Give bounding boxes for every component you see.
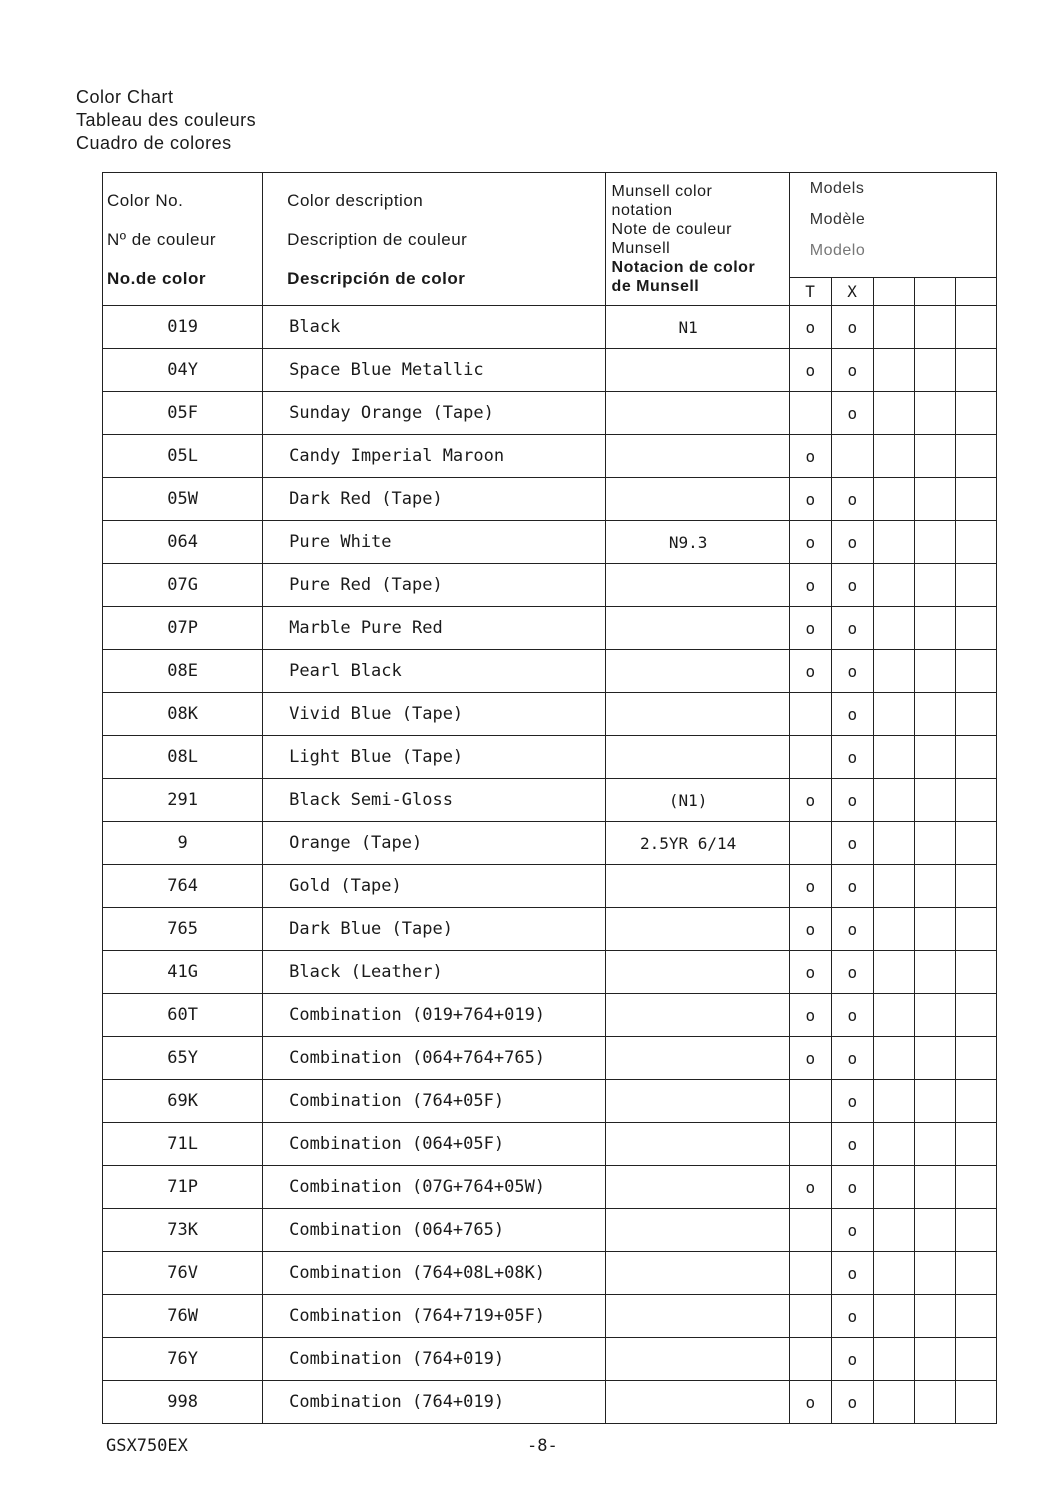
model-empty-cell — [873, 693, 914, 736]
munsell-notation: N9.3 — [605, 521, 789, 564]
model-x-mark: o — [831, 1166, 873, 1209]
model-empty-cell — [955, 779, 996, 822]
model-x-mark: o — [831, 650, 873, 693]
model-empty-cell — [955, 650, 996, 693]
table-row — [103, 1209, 997, 1252]
model-empty-cell — [914, 650, 955, 693]
model-t-mark — [789, 1252, 831, 1295]
model-empty-cell — [873, 994, 914, 1037]
model-empty-cell — [914, 1166, 955, 1209]
color-chart-table — [102, 172, 997, 1424]
model-x-mark: o — [831, 908, 873, 951]
color-number: 65Y — [103, 1037, 263, 1080]
model-x-mark: o — [831, 822, 873, 865]
model-empty-cell — [873, 1166, 914, 1209]
munsell-notation — [605, 1080, 789, 1123]
color-number: 71L — [103, 1123, 263, 1166]
model-empty-cell — [914, 1123, 955, 1166]
color-description: Combination (064+05F) — [263, 1123, 605, 1166]
header-row — [103, 173, 997, 278]
model-empty-cell — [955, 1123, 996, 1166]
model-empty-cell — [873, 1037, 914, 1080]
header-models: Models Modèle Modelo — [789, 173, 996, 278]
table-row — [103, 1381, 997, 1424]
color-description: Combination (07G+764+05W) — [263, 1166, 605, 1209]
color-description: Black — [263, 306, 605, 349]
model-x-mark: o — [831, 1080, 873, 1123]
model-empty-cell — [873, 1209, 914, 1252]
model-empty-cell — [955, 822, 996, 865]
table-row — [103, 779, 997, 822]
color-description: Sunday Orange (Tape) — [263, 392, 605, 435]
model-empty-cell — [873, 1338, 914, 1381]
model-x-mark: o — [831, 994, 873, 1037]
model-empty-cell — [914, 564, 955, 607]
table-row — [103, 478, 997, 521]
title-english: Color Chart — [76, 87, 174, 107]
munsell-notation — [605, 908, 789, 951]
color-description: Combination (764+08L+08K) — [263, 1252, 605, 1295]
color-number: 08K — [103, 693, 263, 736]
model-empty-cell — [955, 736, 996, 779]
model-empty-cell — [873, 865, 914, 908]
model-t-mark: o — [789, 908, 831, 951]
model-empty-cell — [873, 349, 914, 392]
title-spanish: Cuadro de colores — [76, 133, 232, 153]
color-description: Pure White — [263, 521, 605, 564]
model-empty-cell — [955, 1080, 996, 1123]
table-row — [103, 306, 997, 349]
model-x-mark: o — [831, 521, 873, 564]
color-description: Combination (064+765) — [263, 1209, 605, 1252]
munsell-notation — [605, 1037, 789, 1080]
munsell-notation — [605, 1295, 789, 1338]
color-description: Vivid Blue (Tape) — [263, 693, 605, 736]
munsell-notation — [605, 994, 789, 1037]
model-x-mark: o — [831, 1037, 873, 1080]
table-row — [103, 822, 997, 865]
color-description: Black (Leather) — [263, 951, 605, 994]
model-empty-cell — [955, 349, 996, 392]
munsell-notation: (N1) — [605, 779, 789, 822]
model-t-mark: o — [789, 865, 831, 908]
model-x-mark: o — [831, 693, 873, 736]
model-x-mark: o — [831, 736, 873, 779]
color-number: 69K — [103, 1080, 263, 1123]
model-empty-cell — [873, 435, 914, 478]
model-code-x: X — [831, 278, 873, 306]
color-rows — [103, 306, 997, 1424]
table-row — [103, 521, 997, 564]
model-empty-cell — [873, 1381, 914, 1424]
table-row — [103, 1166, 997, 1209]
model-empty-cell — [873, 1252, 914, 1295]
model-empty-cell — [914, 951, 955, 994]
table-row — [103, 693, 997, 736]
color-description: Black Semi-Gloss — [263, 779, 605, 822]
model-empty-cell — [914, 1381, 955, 1424]
color-number: 07P — [103, 607, 263, 650]
model-empty-cell — [955, 1295, 996, 1338]
table-row — [103, 1338, 997, 1381]
model-empty-cell — [873, 564, 914, 607]
munsell-notation — [605, 1252, 789, 1295]
munsell-notation — [605, 1209, 789, 1252]
model-empty-cell — [914, 521, 955, 564]
color-number: 08L — [103, 736, 263, 779]
munsell-notation — [605, 349, 789, 392]
model-empty-cell — [955, 1338, 996, 1381]
table-row — [103, 736, 997, 779]
model-empty-cell — [955, 521, 996, 564]
model-empty-cell — [914, 1209, 955, 1252]
model-t-mark: o — [789, 435, 831, 478]
model-x-mark: o — [831, 1381, 873, 1424]
model-empty-cell — [914, 1252, 955, 1295]
model-t-mark: o — [789, 607, 831, 650]
model-x-mark: o — [831, 1338, 873, 1381]
model-x-mark: o — [831, 1252, 873, 1295]
model-empty-cell — [914, 693, 955, 736]
model-empty-cell — [914, 822, 955, 865]
model-t-mark — [789, 736, 831, 779]
model-t-mark — [789, 822, 831, 865]
model-empty-cell — [914, 736, 955, 779]
model-x-mark: o — [831, 478, 873, 521]
color-number: 05L — [103, 435, 263, 478]
model-empty-cell — [873, 951, 914, 994]
munsell-notation — [605, 435, 789, 478]
model-t-mark: o — [789, 564, 831, 607]
title-french: Tableau des couleurs — [76, 110, 257, 130]
color-description: Light Blue (Tape) — [263, 736, 605, 779]
color-number: 764 — [103, 865, 263, 908]
footer-page-number: -8- — [527, 1436, 558, 1456]
model-empty-cell — [914, 435, 955, 478]
color-description: Combination (064+764+765) — [263, 1037, 605, 1080]
model-empty-cell — [873, 521, 914, 564]
model-empty-cell — [955, 1252, 996, 1295]
model-x-mark: o — [831, 951, 873, 994]
model-empty-cell — [873, 1080, 914, 1123]
munsell-notation — [605, 693, 789, 736]
color-number: 73K — [103, 1209, 263, 1252]
munsell-notation: 2.5YR 6/14 — [605, 822, 789, 865]
table-row — [103, 1252, 997, 1295]
model-empty-cell — [914, 392, 955, 435]
model-code-empty — [914, 278, 955, 306]
model-empty-cell — [955, 435, 996, 478]
model-empty-cell — [955, 564, 996, 607]
model-t-mark: o — [789, 779, 831, 822]
color-number: 76Y — [103, 1338, 263, 1381]
model-x-mark: o — [831, 1295, 873, 1338]
color-description: Combination (764+719+05F) — [263, 1295, 605, 1338]
model-t-mark — [789, 1080, 831, 1123]
model-t-mark — [789, 1295, 831, 1338]
munsell-notation — [605, 564, 789, 607]
color-number: 04Y — [103, 349, 263, 392]
color-number: 019 — [103, 306, 263, 349]
model-x-mark: o — [831, 306, 873, 349]
color-description: Combination (764+05F) — [263, 1080, 605, 1123]
model-empty-cell — [955, 693, 996, 736]
color-number: 08E — [103, 650, 263, 693]
munsell-notation — [605, 650, 789, 693]
model-empty-cell — [955, 392, 996, 435]
munsell-notation: N1 — [605, 306, 789, 349]
model-t-mark — [789, 1338, 831, 1381]
model-empty-cell — [914, 1080, 955, 1123]
model-empty-cell — [873, 478, 914, 521]
footer-model-name: GSX750EX — [106, 1436, 188, 1456]
model-empty-cell — [873, 306, 914, 349]
model-empty-cell — [914, 1037, 955, 1080]
model-empty-cell — [873, 392, 914, 435]
model-t-mark: o — [789, 1381, 831, 1424]
model-empty-cell — [873, 1295, 914, 1338]
model-t-mark: o — [789, 650, 831, 693]
model-empty-cell — [914, 349, 955, 392]
model-code-t: T — [789, 278, 831, 306]
table-row — [103, 951, 997, 994]
munsell-notation — [605, 392, 789, 435]
munsell-notation — [605, 478, 789, 521]
model-empty-cell — [955, 1037, 996, 1080]
table-row — [103, 994, 997, 1037]
model-x-mark: o — [831, 607, 873, 650]
model-x-mark — [831, 435, 873, 478]
model-empty-cell — [873, 736, 914, 779]
table-row — [103, 1037, 997, 1080]
model-t-mark: o — [789, 1037, 831, 1080]
table-row — [103, 1123, 997, 1166]
table-row — [103, 607, 997, 650]
model-empty-cell — [914, 607, 955, 650]
model-t-mark: o — [789, 349, 831, 392]
color-number: 60T — [103, 994, 263, 1037]
model-empty-cell — [873, 822, 914, 865]
model-empty-cell — [914, 1338, 955, 1381]
model-t-mark: o — [789, 306, 831, 349]
color-description: Orange (Tape) — [263, 822, 605, 865]
munsell-notation — [605, 951, 789, 994]
chart-titles — [76, 86, 256, 155]
model-t-mark — [789, 1209, 831, 1252]
header-munsell: Munsell color notation Note de couleur Munsell Notacion de color de Munsell — [605, 173, 789, 306]
color-number: 064 — [103, 521, 263, 564]
model-empty-cell — [955, 607, 996, 650]
model-empty-cell — [873, 1123, 914, 1166]
model-empty-cell — [955, 478, 996, 521]
model-t-mark: o — [789, 994, 831, 1037]
model-code-empty — [955, 278, 996, 306]
color-description: Candy Imperial Maroon — [263, 435, 605, 478]
table-row — [103, 908, 997, 951]
model-empty-cell — [914, 779, 955, 822]
model-t-mark: o — [789, 478, 831, 521]
model-t-mark: o — [789, 1166, 831, 1209]
color-number: 9 — [103, 822, 263, 865]
color-number: 71P — [103, 1166, 263, 1209]
model-empty-cell — [914, 306, 955, 349]
table-row — [103, 650, 997, 693]
model-x-mark: o — [831, 349, 873, 392]
model-code-empty — [873, 278, 914, 306]
model-empty-cell — [955, 1381, 996, 1424]
color-number: 05W — [103, 478, 263, 521]
color-description: Combination (764+019) — [263, 1381, 605, 1424]
model-empty-cell — [955, 306, 996, 349]
model-x-mark: o — [831, 564, 873, 607]
model-x-mark: o — [831, 1123, 873, 1166]
munsell-notation — [605, 1381, 789, 1424]
color-number: 76V — [103, 1252, 263, 1295]
color-number: 998 — [103, 1381, 263, 1424]
color-description: Dark Red (Tape) — [263, 478, 605, 521]
color-description: Space Blue Metallic — [263, 349, 605, 392]
color-description: Combination (764+019) — [263, 1338, 605, 1381]
model-empty-cell — [914, 908, 955, 951]
table-row — [103, 392, 997, 435]
model-empty-cell — [914, 478, 955, 521]
table-row — [103, 435, 997, 478]
munsell-notation — [605, 1166, 789, 1209]
munsell-notation — [605, 736, 789, 779]
munsell-notation — [605, 607, 789, 650]
color-number: 07G — [103, 564, 263, 607]
table-row — [103, 564, 997, 607]
model-x-mark: o — [831, 779, 873, 822]
color-number: 765 — [103, 908, 263, 951]
color-description: Combination (019+764+019) — [263, 994, 605, 1037]
model-empty-cell — [955, 1166, 996, 1209]
model-x-mark: o — [831, 392, 873, 435]
model-empty-cell — [914, 1295, 955, 1338]
color-description: Marble Pure Red — [263, 607, 605, 650]
model-empty-cell — [955, 908, 996, 951]
munsell-notation — [605, 865, 789, 908]
model-t-mark: o — [789, 521, 831, 564]
model-x-mark: o — [831, 865, 873, 908]
color-description: Gold (Tape) — [263, 865, 605, 908]
color-number: 291 — [103, 779, 263, 822]
model-empty-cell — [914, 994, 955, 1037]
color-number: 76W — [103, 1295, 263, 1338]
model-empty-cell — [955, 865, 996, 908]
table-row — [103, 349, 997, 392]
table-row — [103, 1080, 997, 1123]
model-empty-cell — [873, 779, 914, 822]
color-description: Pure Red (Tape) — [263, 564, 605, 607]
munsell-notation — [605, 1123, 789, 1166]
model-empty-cell — [955, 1209, 996, 1252]
color-description: Dark Blue (Tape) — [263, 908, 605, 951]
color-number: 41G — [103, 951, 263, 994]
model-empty-cell — [873, 607, 914, 650]
color-number: 05F — [103, 392, 263, 435]
model-empty-cell — [873, 908, 914, 951]
model-empty-cell — [955, 951, 996, 994]
model-t-mark — [789, 1123, 831, 1166]
table-row — [103, 865, 997, 908]
header-color-description: Color description Description de couleur Descripción de color — [263, 173, 605, 306]
model-t-mark — [789, 392, 831, 435]
table-row — [103, 1295, 997, 1338]
model-x-mark: o — [831, 1209, 873, 1252]
model-empty-cell — [955, 994, 996, 1037]
model-t-mark: o — [789, 951, 831, 994]
color-description: Pearl Black — [263, 650, 605, 693]
munsell-notation — [605, 1338, 789, 1381]
model-t-mark — [789, 693, 831, 736]
header-color-no: Color No. Nº de couleur No.de color — [103, 173, 263, 306]
model-empty-cell — [914, 865, 955, 908]
model-empty-cell — [873, 650, 914, 693]
